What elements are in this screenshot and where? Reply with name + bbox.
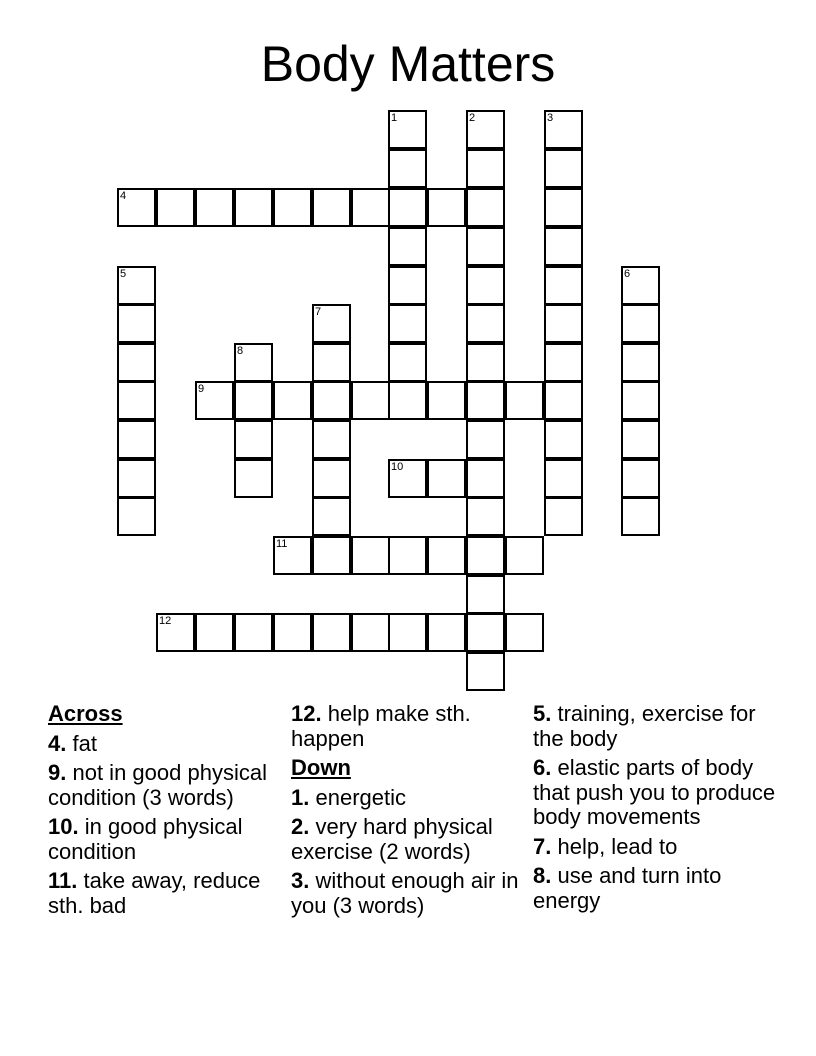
clue-text: use and turn into energy	[533, 863, 722, 913]
crossword-cell[interactable]	[388, 343, 427, 382]
crossword-cell[interactable]	[234, 459, 273, 498]
crossword-cell[interactable]	[621, 304, 660, 343]
crossword-cell[interactable]	[351, 536, 390, 575]
cell-number: 2	[469, 112, 476, 124]
clue-number: 11.	[48, 868, 78, 893]
cell-number: 7	[315, 306, 322, 318]
clue-down-3	[291, 869, 526, 918]
crossword-cell[interactable]	[312, 304, 351, 343]
crossword-cell[interactable]	[466, 110, 505, 149]
cell-number: 10	[391, 461, 404, 473]
crossword-cell[interactable]	[505, 536, 544, 575]
clue-number: 4.	[48, 730, 67, 756]
crossword-cell[interactable]	[466, 497, 505, 536]
crossword-cell[interactable]	[234, 188, 273, 227]
crossword-cell[interactable]	[195, 381, 234, 420]
crossword-cell[interactable]	[388, 304, 427, 343]
crossword-cell[interactable]	[234, 343, 273, 382]
clue-across-9	[48, 761, 283, 810]
crossword-cell[interactable]	[312, 459, 351, 498]
cell-number: 8	[237, 345, 244, 357]
clue-text: energetic	[315, 784, 406, 810]
clue-down-2	[291, 815, 526, 864]
clue-across-4	[48, 732, 283, 757]
crossword-cell[interactable]	[505, 381, 544, 420]
crossword-cell[interactable]	[544, 343, 583, 382]
crossword-cell[interactable]	[195, 188, 234, 227]
crossword-cell[interactable]	[388, 227, 427, 266]
cell-number: 5	[120, 268, 127, 280]
crossword-cell[interactable]	[466, 227, 505, 266]
clue-text: in good physical condition	[48, 814, 243, 864]
crossword-cell[interactable]	[273, 188, 312, 227]
crossword-cell[interactable]	[388, 110, 427, 149]
crossword-cell[interactable]	[466, 536, 505, 575]
crossword-cell[interactable]	[544, 381, 583, 420]
crossword-cell[interactable]	[544, 497, 583, 536]
crossword-cell[interactable]	[312, 343, 351, 382]
clue-text: take away, reduce sth. bad	[48, 868, 261, 918]
clue-down-6	[533, 756, 783, 830]
crossword-cell[interactable]	[388, 613, 427, 652]
crossword-cell[interactable]	[312, 497, 351, 536]
crossword-cell[interactable]	[388, 459, 427, 498]
cell-number: 12	[159, 615, 172, 627]
crossword-cell[interactable]	[544, 227, 583, 266]
crossword-cell[interactable]	[621, 459, 660, 498]
crossword-cell[interactable]	[388, 381, 427, 420]
crossword-cell[interactable]	[466, 575, 505, 614]
clue-column-2	[291, 702, 526, 923]
clue-column-3	[533, 702, 783, 918]
crossword-cell[interactable]	[312, 613, 351, 652]
crossword-cell[interactable]	[156, 188, 195, 227]
crossword-cell[interactable]	[312, 381, 351, 420]
crossword-cell[interactable]	[544, 149, 583, 188]
clue-down-1	[291, 786, 526, 811]
crossword-cell[interactable]	[544, 459, 583, 498]
crossword-cell[interactable]	[388, 266, 427, 305]
crossword-cell[interactable]	[312, 188, 351, 227]
crossword-cell[interactable]	[621, 420, 660, 459]
clue-text: very hard physical exercise (2 words)	[291, 814, 493, 864]
down-heading: Down	[291, 755, 351, 780]
crossword-cell[interactable]	[466, 613, 505, 652]
crossword-cell[interactable]	[427, 188, 466, 227]
crossword-cell[interactable]	[273, 536, 312, 575]
clue-number: 3.	[291, 868, 310, 893]
cell-number: 4	[120, 190, 127, 202]
crossword-cell[interactable]	[427, 536, 466, 575]
clue-text: help, lead to	[557, 833, 678, 859]
crossword-cell[interactable]	[466, 652, 505, 691]
crossword-cell[interactable]	[544, 188, 583, 227]
crossword-cell[interactable]	[273, 613, 312, 652]
crossword-cell[interactable]	[388, 188, 427, 227]
crossword-cell[interactable]	[351, 381, 390, 420]
crossword-cell[interactable]	[117, 459, 156, 498]
crossword-cell[interactable]	[621, 343, 660, 382]
clue-number: 6.	[533, 755, 552, 780]
crossword-cell[interactable]	[544, 110, 583, 149]
crossword-cell[interactable]	[544, 304, 583, 343]
clue-across-11	[48, 869, 283, 918]
crossword-cell[interactable]	[117, 497, 156, 536]
crossword-cell[interactable]	[544, 266, 583, 305]
crossword-cell[interactable]	[234, 613, 273, 652]
crossword-cell[interactable]	[388, 149, 427, 188]
crossword-cell[interactable]	[466, 149, 505, 188]
clue-text: fat	[72, 730, 97, 756]
crossword-cell[interactable]	[466, 266, 505, 305]
clue-number: 1.	[291, 784, 310, 810]
crossword-cell[interactable]	[312, 420, 351, 459]
crossword-cell[interactable]	[427, 381, 466, 420]
crossword-cell[interactable]	[234, 420, 273, 459]
crossword-cell[interactable]	[466, 459, 505, 498]
clue-number: 10.	[48, 814, 79, 839]
puzzle-title: Body Matters	[260, 36, 556, 92]
clue-text: training, exercise for the body	[533, 701, 756, 751]
crossword-cell[interactable]	[156, 613, 195, 652]
clue-column-1	[48, 702, 283, 923]
crossword-cell[interactable]	[466, 188, 505, 227]
crossword-cell[interactable]	[117, 266, 156, 305]
crossword-cell[interactable]	[621, 381, 660, 420]
crossword-cell[interactable]	[117, 420, 156, 459]
crossword-cell[interactable]	[195, 613, 234, 652]
crossword-cell[interactable]	[117, 304, 156, 343]
cell-number: 1	[391, 112, 398, 124]
clue-text: without enough air in you (3 words)	[291, 868, 519, 918]
crossword-cell[interactable]	[466, 343, 505, 382]
clue-down-5	[533, 702, 783, 751]
clue-across-10	[48, 815, 283, 864]
crossword-cell[interactable]	[427, 459, 466, 498]
clue-number: 7.	[533, 833, 552, 859]
clue-number: 8.	[533, 863, 552, 888]
clue-number: 9.	[48, 760, 67, 785]
clue-text: elastic parts of body that push you to produce body movements	[533, 755, 776, 829]
crossword-cell[interactable]	[544, 420, 583, 459]
crossword-cell[interactable]	[621, 266, 660, 305]
clue-number: 5.	[533, 701, 552, 726]
crossword-cell[interactable]	[312, 536, 351, 575]
crossword-cell[interactable]	[466, 381, 505, 420]
across-heading: Across	[48, 701, 123, 726]
crossword-cell[interactable]	[234, 381, 273, 420]
crossword-cell[interactable]	[351, 188, 390, 227]
clue-text: not in good physical condition (3 words)	[48, 760, 267, 810]
clue-number: 12.	[291, 701, 322, 726]
cell-number: 6	[624, 268, 631, 280]
clue-across-12	[291, 702, 526, 751]
crossword-cell[interactable]	[621, 497, 660, 536]
crossword-cell[interactable]	[388, 536, 427, 575]
clue-down-7	[533, 835, 783, 860]
clue-down-8	[533, 864, 783, 913]
cell-number: 3	[547, 112, 554, 124]
clue-text: help make sth. happen	[291, 701, 471, 751]
crossword-cell[interactable]	[117, 188, 156, 227]
cell-number: 11	[276, 538, 288, 550]
crossword-cell[interactable]	[427, 613, 466, 652]
clue-number: 2.	[291, 814, 310, 839]
crossword-cell[interactable]	[273, 381, 312, 420]
cell-number: 9	[198, 383, 205, 395]
crossword-cell[interactable]	[117, 381, 156, 420]
crossword-cell[interactable]	[505, 613, 544, 652]
crossword-cell[interactable]	[351, 613, 390, 652]
crossword-cell[interactable]	[117, 343, 156, 382]
crossword-cell[interactable]	[466, 304, 505, 343]
crossword-cell[interactable]	[466, 420, 505, 459]
